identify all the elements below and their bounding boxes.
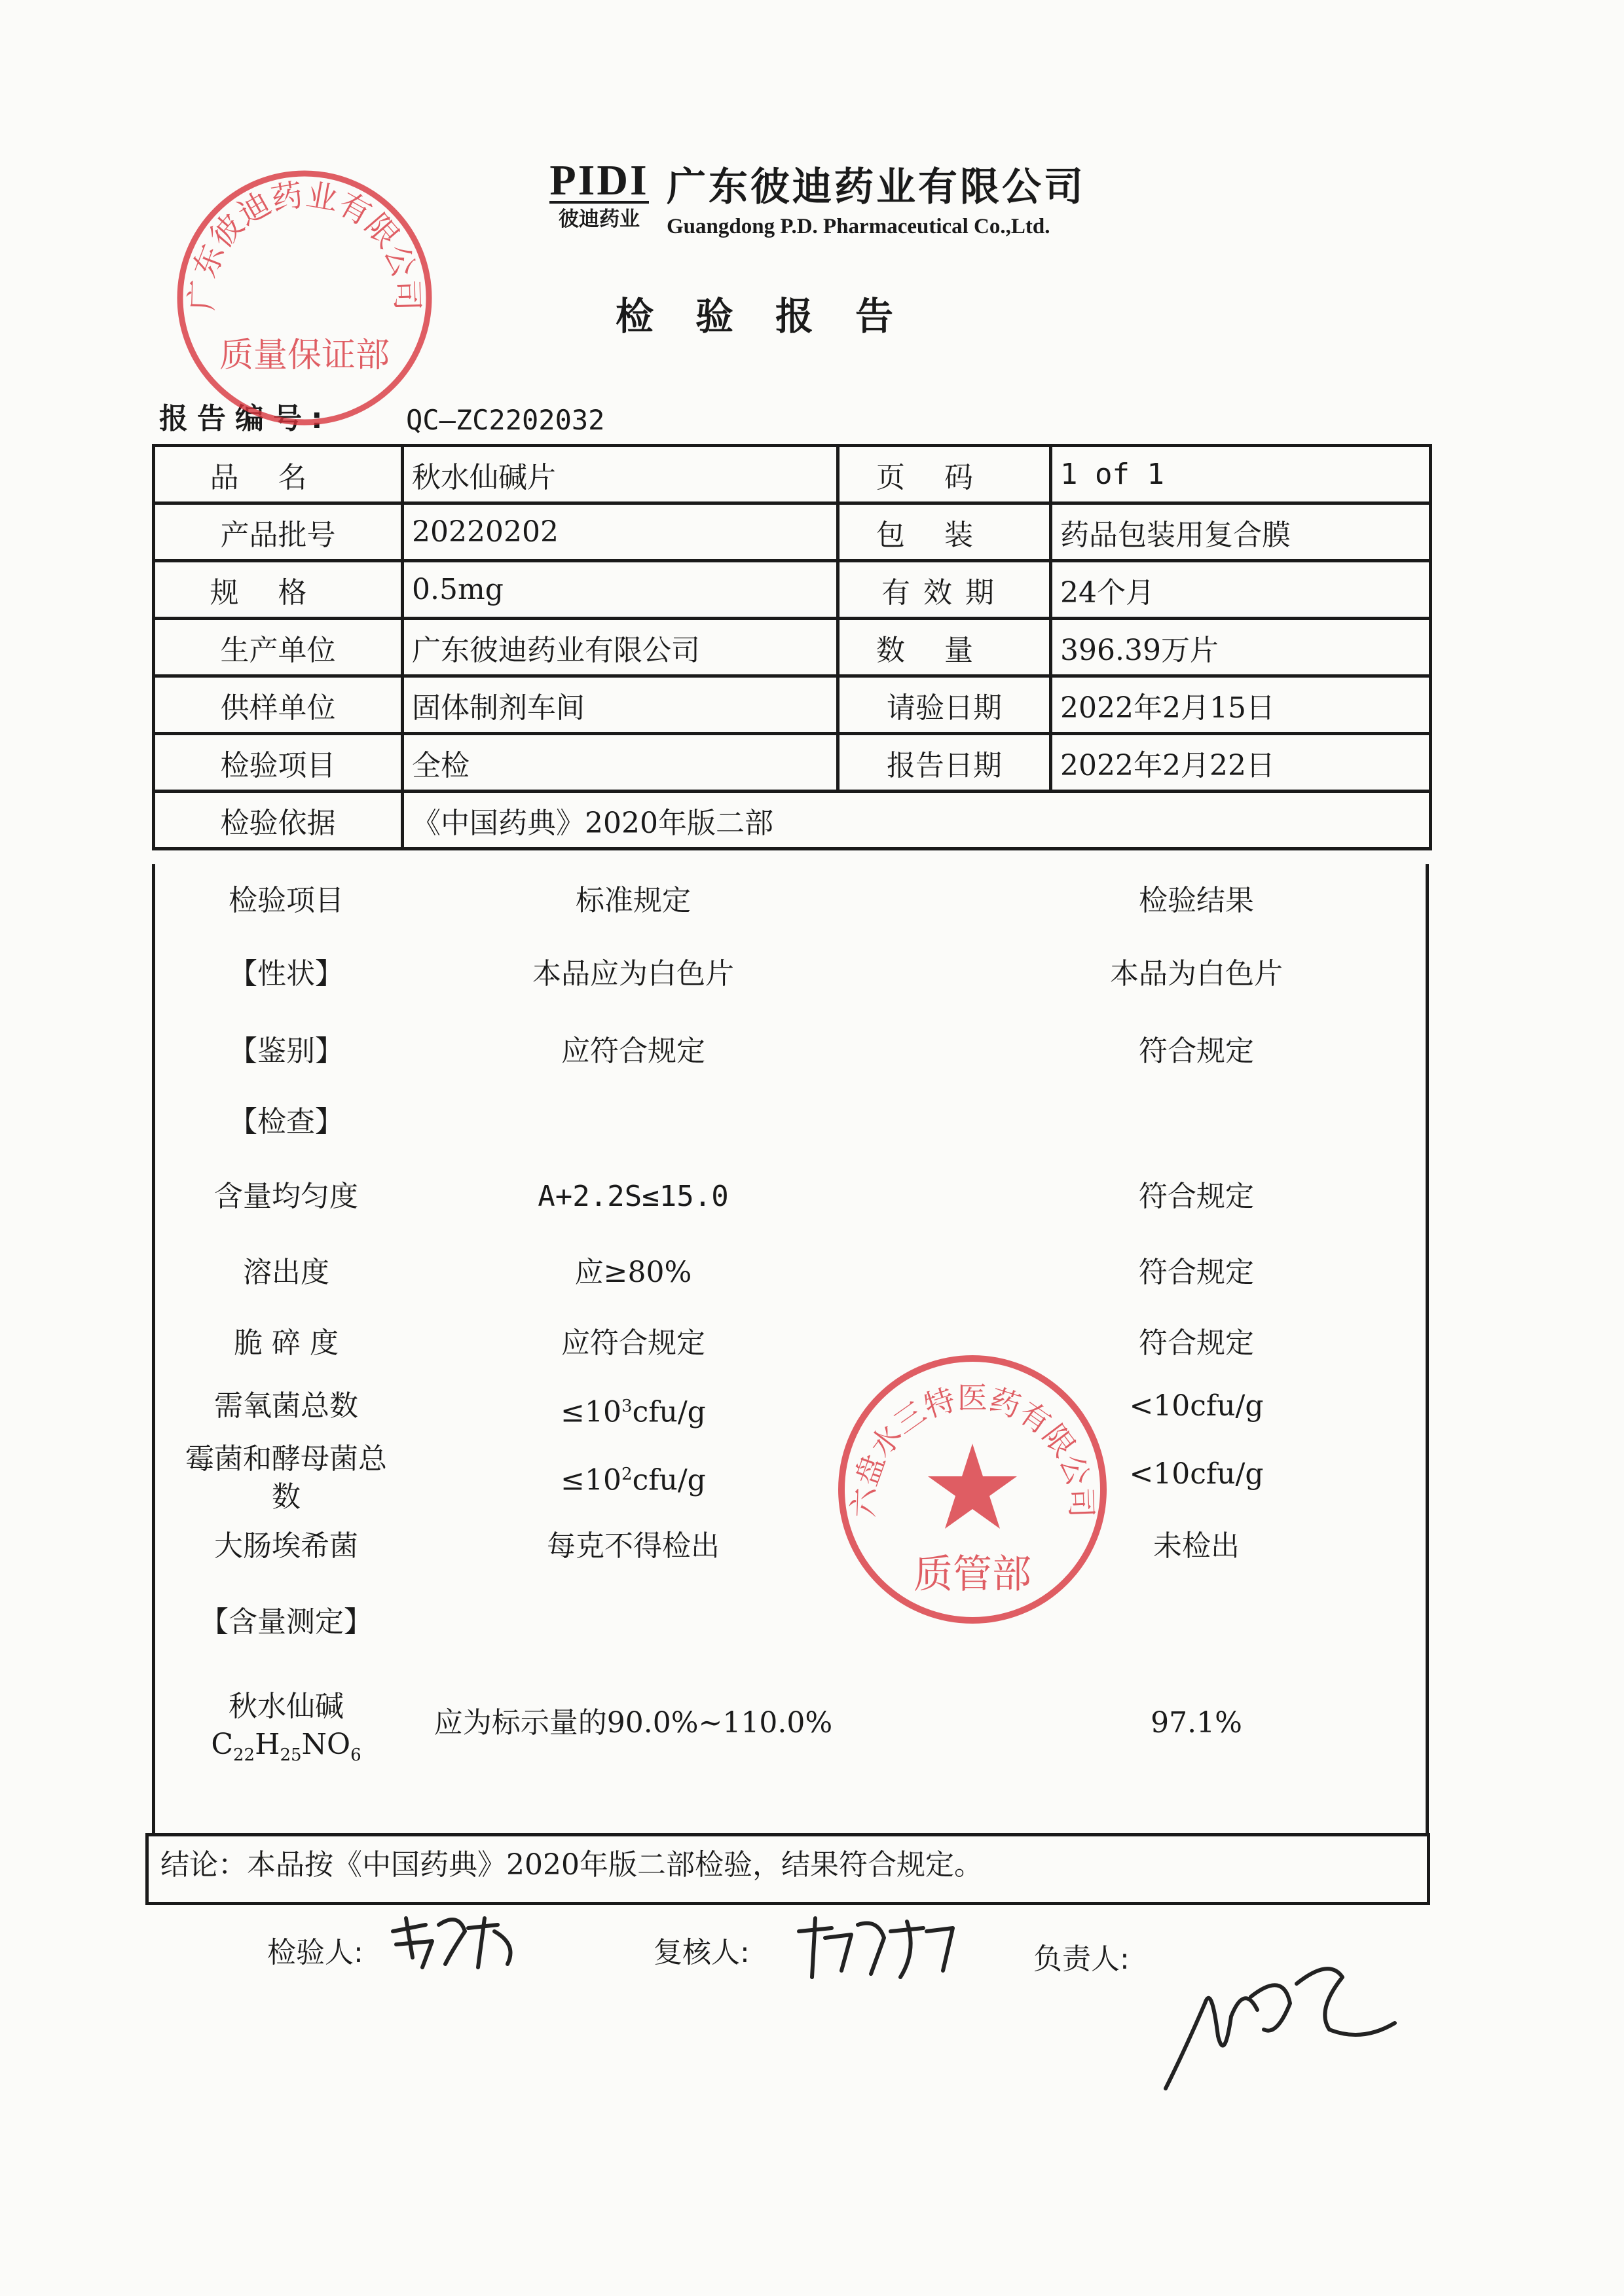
table-row (154, 619, 1431, 676)
result-item (155, 1688, 417, 1774)
result-item: 需氧菌总数 (214, 1389, 358, 1423)
table-row (154, 561, 1431, 619)
result-standard: $\le 10^2cfu/g$ (561, 1463, 706, 1497)
col-item-header: 检验项目 (229, 884, 344, 917)
result-standard: 每克不得检出 (547, 1529, 720, 1563)
qm-stamp-department-text: 质管部 (913, 1552, 1031, 1597)
basis: 《中国药典》2020年版二部 (403, 792, 1431, 849)
result-standard: $\le 10^3cfu/g$ (561, 1395, 706, 1429)
col-standard-header: 标准规定 (576, 884, 691, 917)
company-logo (540, 156, 658, 232)
table-row (154, 676, 1431, 734)
result-item: 溶出度 (243, 1256, 329, 1289)
assay-item-name: 秋水仙碱 (229, 1690, 344, 1723)
result-standard: 应符合规定 (561, 1034, 705, 1068)
company-name-en: Guangdong P.D. Pharmaceutical Co.,Ltd. (667, 215, 1050, 238)
supplier: 固体制剂车间 (403, 676, 838, 734)
result-value: 符合规定 (1139, 1034, 1254, 1068)
spec: 0.5mg (403, 561, 838, 619)
qa-department-stamp (167, 160, 442, 435)
report-date-label: 报告日期 (838, 734, 1051, 792)
result-value: 本品为白色片 (1110, 957, 1283, 991)
company-name-cn: 广东彼迪药业有限公司 (667, 164, 1086, 210)
quality-management-stamp (828, 1345, 1116, 1633)
info-table (152, 444, 1432, 850)
assay-heading: 【含量测定】 (200, 1605, 373, 1639)
report-number-label: 报告编号: (159, 402, 332, 435)
request-date: 2022年2月15日 (1051, 676, 1431, 734)
package: 药品包装用复合膜 (1051, 503, 1431, 561)
qa-stamp-department-text: 质量保证部 (219, 336, 390, 375)
validity: 24个月 (1051, 561, 1431, 619)
manufacturer: 广东彼迪药业有限公司 (403, 619, 838, 676)
batch-number: 20220202 (403, 503, 838, 561)
result-value: 未检出 (1153, 1529, 1240, 1563)
table-row (154, 503, 1431, 561)
product-name: 秋水仙碱片 (403, 446, 838, 503)
batch-label: 产品批号 (154, 503, 403, 561)
report-number: QC—ZC2202032 (406, 404, 605, 436)
test-item: 全检 (403, 734, 838, 792)
logo-cn: 彼迪药业 (559, 208, 640, 231)
results-section (152, 864, 1429, 1833)
page-label: 页码 (838, 446, 1051, 503)
result-value: 符合规定 (1139, 1326, 1254, 1360)
basis-label: 检验依据 (154, 792, 403, 849)
result-item: 大肠埃希菌 (214, 1529, 358, 1563)
inspector-signature (386, 1905, 524, 1977)
reviewer-label: 复核人: (654, 1936, 750, 1969)
result-item: 霉菌和酵母菌总 数 (185, 1442, 387, 1514)
reviewer-signature (792, 1912, 963, 1984)
result-standard: 应≥80% (574, 1256, 692, 1289)
qa-stamp-company-text: 广东彼迪药业有限公司 (183, 176, 426, 312)
report-date: 2022年2月22日 (1051, 734, 1431, 792)
spec-label: 规格 (154, 561, 403, 619)
table-row (154, 792, 1431, 849)
result-standard: 本品应为白色片 (532, 957, 734, 991)
result-standard: 应为标示量的90.0%~110.0% (434, 1706, 833, 1740)
conclusion-box (145, 1833, 1430, 1905)
quantity-label: 数量 (838, 619, 1051, 676)
result-value: 97.1% (1151, 1706, 1242, 1740)
result-item: 【性状】 (229, 957, 344, 991)
qm-stamp-company-text: 六盘水三特医药有限公司 (845, 1380, 1099, 1519)
assay-formula: $C_{22}H_{25}NO_6$ (211, 1728, 361, 1765)
manufacturer-label: 生产单位 (154, 619, 403, 676)
result-item: 【鉴别】 (229, 1034, 344, 1068)
request-date-label: 请验日期 (838, 676, 1051, 734)
result-standard: 应符合规定 (561, 1326, 705, 1360)
inspector-label: 检验人: (267, 1936, 363, 1969)
result-standard: A+2.2S≤15.0 (538, 1180, 729, 1213)
page-number: 1 of 1 (1051, 446, 1431, 503)
result-value: 符合规定 (1139, 1180, 1254, 1213)
result-item: 含量均匀度 (214, 1180, 358, 1213)
test-item-label: 检验项目 (154, 734, 403, 792)
star-icon (928, 1444, 1017, 1529)
result-value: 符合规定 (1139, 1256, 1254, 1289)
quantity: 396.39万片 (1051, 619, 1431, 676)
table-row (154, 734, 1431, 792)
page-title: 检验报告 (616, 294, 936, 338)
logo-latin: PIDI (549, 156, 649, 204)
col-result-header: 检验结果 (1139, 884, 1254, 917)
responsible-signature (1159, 1958, 1408, 2102)
product-name-label: 品名 (154, 446, 403, 503)
table-row (154, 446, 1431, 503)
conclusion-text: 结论：本品按《中国药典》2020年版二部检验，结果符合规定。 (160, 1848, 983, 1882)
result-value: <10cfu/g (1129, 1457, 1264, 1491)
result-value: <10cfu/g (1129, 1389, 1264, 1423)
svg-text:广东彼迪药业有限公司 (183, 177, 425, 312)
validity-label: 有效期 (838, 561, 1051, 619)
package-label: 包装 (838, 503, 1051, 561)
supplier-label: 供样单位 (154, 676, 403, 734)
result-item: 脆 碎 度 (234, 1326, 339, 1360)
inspection-heading: 【检查】 (229, 1105, 344, 1139)
responsible-label: 负责人: (1033, 1942, 1130, 1976)
